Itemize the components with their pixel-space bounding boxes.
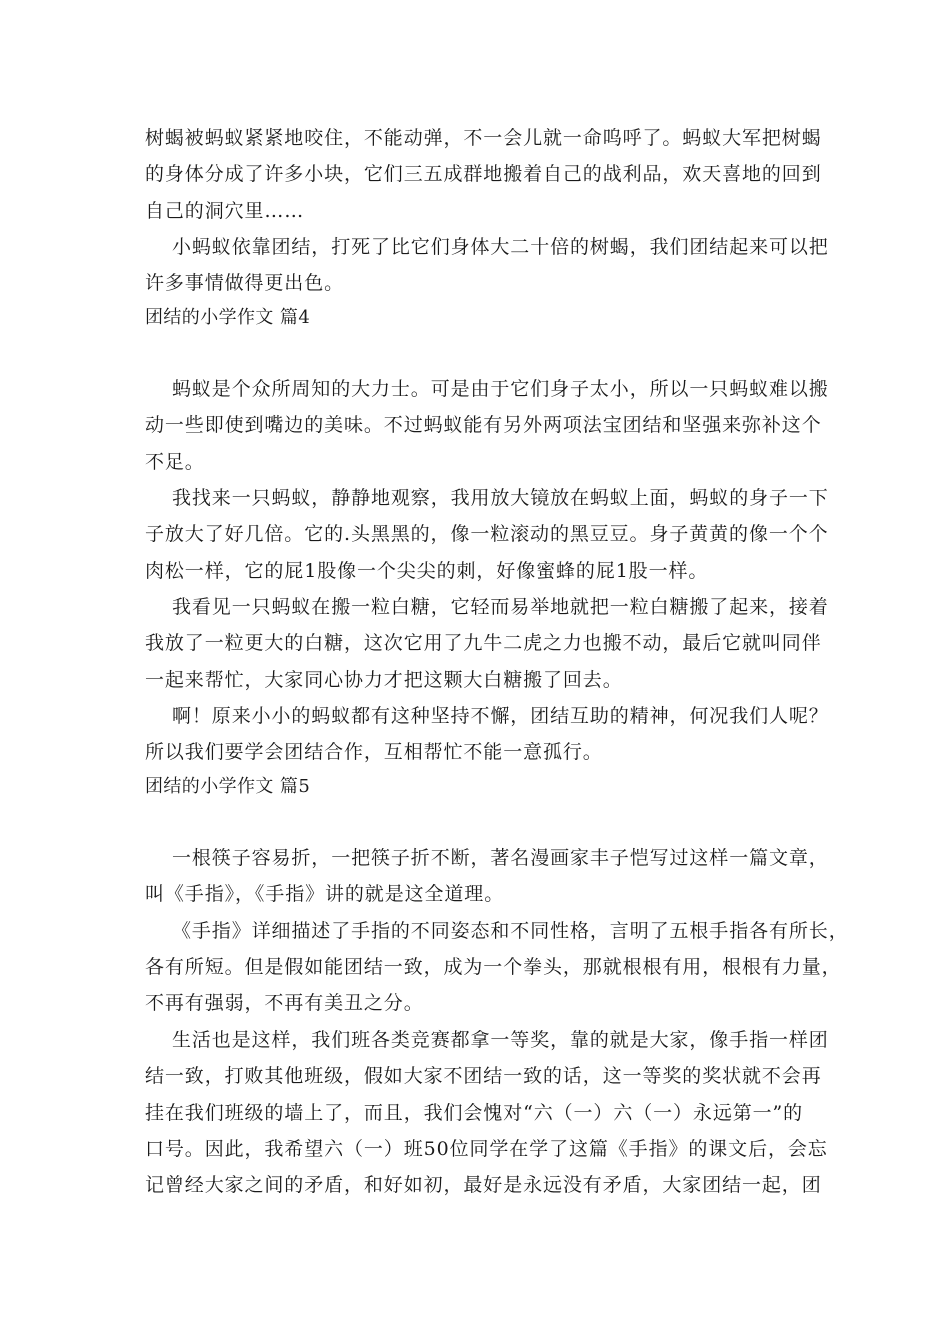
paragraph-line: 蚂蚁是个众所周知的大力士。可是由于它们身子太小，所以一只蚂蚁难以搬 <box>172 378 829 400</box>
paragraph-line: 肉松一样，它的屁1股像一个尖尖的刺，好像蜜蜂的屁1股一样。 <box>145 560 709 582</box>
paragraph-line: 不再有强弱，不再有美丑之分。 <box>145 992 424 1014</box>
paragraph-line: 自己的洞穴里…… <box>145 200 305 222</box>
paragraph-line: 生活也是这样，我们班各类竞赛都拿一等奖，靠的就是大家，像手指一样团 <box>172 1029 829 1051</box>
paragraph-line: 子放大了好几倍。它的.头黑黑的，像一粒滚动的黑豆豆。身子黄黄的像一个个 <box>145 523 829 545</box>
paragraph-line: 不足。 <box>145 451 205 473</box>
paragraph-line: 一起来帮忙，大家同心协力才把这颗大白糖搬了回去。 <box>145 669 623 691</box>
paragraph-line: 许多事情做得更出色。 <box>145 272 345 294</box>
section-heading: 团结的小学作文 篇5 <box>145 776 311 797</box>
paragraph-line: 记曾经大家之间的矛盾，和好如初，最好是永远没有矛盾，大家团结一起，团 <box>145 1174 822 1196</box>
paragraph-line: 我看见一只蚂蚁在搬一粒白糖，它轻而易举地就把一粒白糖搬了起来，接着 <box>172 596 829 618</box>
paragraph-line: 一根筷子容易折，一把筷子折不断，著名漫画家丰子恺写过这样一篇文章， <box>172 847 829 869</box>
paragraph-line: 挂在我们班级的墙上了，而且，我们会愧对“六（一）六（一）永远第一”的 <box>145 1102 804 1124</box>
paragraph-line: 我放了一粒更大的白糖，这次它用了九牛二虎之力也搬不动，最后它就叫同伴 <box>145 632 822 654</box>
section-heading: 团结的小学作文 篇4 <box>145 307 311 328</box>
paragraph-line: 我找来一只蚂蚁，静静地观察，我用放大镜放在蚂蚁上面，蚂蚁的身子一下 <box>172 487 829 509</box>
paragraph-line: 树蝎被蚂蚁紧紧地咬住，不能动弹，不一会儿就一命呜呼了。蚂蚁大军把树蝎 <box>145 127 822 149</box>
paragraph-line: 啊！原来小小的蚂蚁都有这种坚持不懈，团结互助的精神，何况我们人呢？ <box>172 705 829 727</box>
paragraph-line: 所以我们要学会团结合作，互相帮忙不能一意孤行。 <box>145 741 603 763</box>
paragraph-line: 口号。因此，我希望六（一）班50位同学在学了这篇《手指》的课文后，会忘 <box>145 1138 828 1160</box>
paragraph-line: 的身体分成了许多小块，它们三五成群地搬着自己的战利品，欢天喜地的回到 <box>145 163 822 185</box>
paragraph-line: 叫《手指》，《手指》讲的就是这全道理。 <box>145 883 505 905</box>
paragraph-line: 小蚂蚁依靠团结，打死了比它们身体大二十倍的树蝎，我们团结起来可以把 <box>172 236 829 258</box>
paragraph-line: 动一些即使到嘴边的美味。不过蚂蚁能有另外两项法宝团结和坚强来弥补这个 <box>145 414 822 436</box>
paragraph-line: 各有所短。但是假如能团结一致，成为一个拳头，那就根根有用，根根有力量， <box>145 956 842 978</box>
paragraph-line: 结一致，打败其他班级，假如大家不团结一致的话，这一等奖的奖状就不会再 <box>145 1065 822 1087</box>
paragraph-line: 《手指》详细描述了手指的不同姿态和不同性格，言明了五根手指各有所长， <box>172 920 849 942</box>
